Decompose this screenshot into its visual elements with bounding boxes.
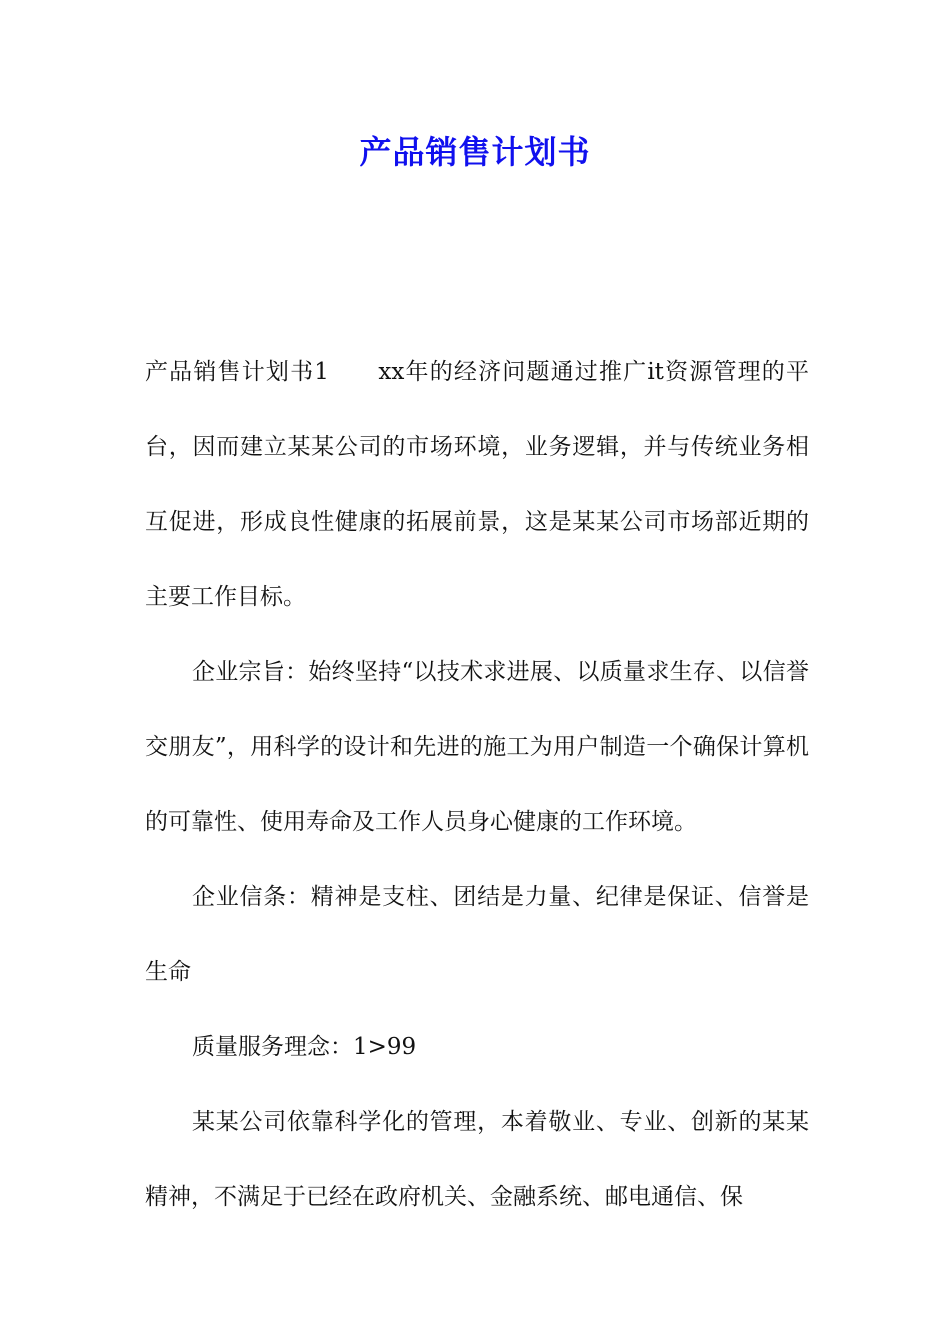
paragraph-mission: 企业宗旨：始终坚持“以技术求进展、以质量求生存、以信誉交朋友”，用科学的设计和先进的施工为用户制造一个确保计算机的可靠性、使用寿命及工作人员身心健康的工作环境。 xyxy=(145,659,809,835)
document-title: 产品销售计划书 xyxy=(359,133,591,171)
paragraph-management: 某某公司依靠科学化的管理，本着敬业、专业、创新的某某精神，不满足于已经在政府机关、金融系统、邮电通信、保 xyxy=(145,1109,809,1210)
paragraph-service-philosophy: 质量服务理念：1>99 xyxy=(192,1034,417,1060)
paragraph-intro: 产品销售计划书1 xx年的经济问题通过推广it资源管理的平台，因而建立某某公司的市场环境，业务逻辑，并与传统业务相互促进，形成良性健康的拓展前景，这是某某公司市场部近期的主要工作目标。 xyxy=(145,359,809,610)
document-body xyxy=(145,335,809,1235)
paragraph-creed: 企业信条：精神是支柱、团结是力量、纪律是保证、信誉是生命 xyxy=(145,884,809,985)
